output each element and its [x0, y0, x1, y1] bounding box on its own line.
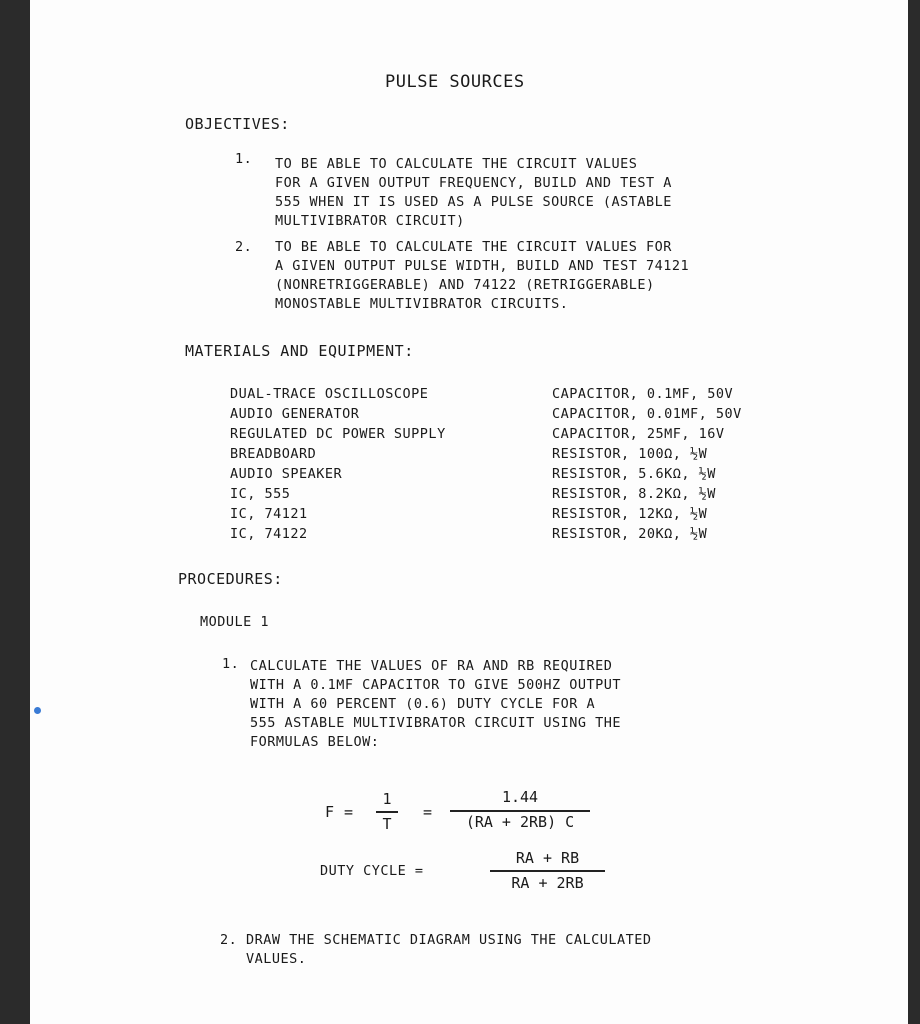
- material-item: RESISTOR, 8.2KΩ, ½W: [552, 486, 716, 502]
- fraction-bar: [450, 810, 590, 812]
- material-item: RESISTOR, 12KΩ, ½W: [552, 506, 708, 522]
- margin-dot: [34, 707, 41, 714]
- material-item: RESISTOR, 20KΩ, ½W: [552, 526, 708, 542]
- objective-1-text: TO BE ABLE TO CALCULATE THE CIRCUIT VALUES FOR A GIVEN OUTPUT FREQUENCY, BUILD AND TEST A 555 WHEN IT IS USED AS A PULSE SOURCE (ASTABLE MULTIVIBRATOR CIRCUIT): [275, 156, 672, 229]
- formula-f-num1: 1: [382, 790, 392, 808]
- step-2-number: 2.: [220, 932, 238, 948]
- formula-f-equals: =: [423, 803, 433, 821]
- material-item: AUDIO GENERATOR: [230, 406, 360, 422]
- material-item: IC, 555: [230, 486, 291, 502]
- materials-list-right: [552, 384, 742, 544]
- module-label: MODULE 1: [200, 614, 270, 630]
- material-item: RESISTOR, 5.6KΩ, ½W: [552, 466, 716, 482]
- material-item: IC, 74121: [230, 506, 308, 522]
- formula-f-lhs: F =: [325, 803, 354, 821]
- material-item: REGULATED DC POWER SUPPLY: [230, 426, 446, 442]
- objective-1-number: 1.: [235, 151, 253, 167]
- formula-duty-den: RA + 2RB: [511, 874, 584, 892]
- materials-list-left: [230, 384, 446, 544]
- formula-duty-num: RA + RB: [515, 849, 580, 867]
- material-item: CAPACITOR, 0.01ΜF, 50V: [552, 406, 742, 422]
- step-1-number: 1.: [222, 656, 240, 672]
- formula-f-den2: (RA + 2RB) C: [465, 813, 575, 831]
- material-item: CAPACITOR, 0.1ΜF, 50V: [552, 386, 734, 402]
- fraction-bar: [376, 811, 398, 813]
- formula-f-den1: T: [382, 815, 392, 833]
- step-2-text: DRAW THE SCHEMATIC DIAGRAM USING THE CALCULATED VALUES.: [246, 932, 652, 967]
- objective-2-text: TO BE ABLE TO CALCULATE THE CIRCUIT VALUES FOR A GIVEN OUTPUT PULSE WIDTH, BUILD AND TEST 74121 (NONRETRIGGERABLE) AND 74122 (RETRIGGERABLE) MONOSTABLE MULTIVIBRATOR CIRCUITS.: [275, 239, 690, 312]
- formula-f-num2: 1.44: [501, 788, 539, 806]
- procedures-heading: PROCEDURES:: [178, 570, 283, 588]
- material-item: BREADBOARD: [230, 446, 317, 462]
- objective-2-number: 2.: [235, 239, 253, 255]
- page-title: PULSE SOURCES: [385, 72, 525, 92]
- material-item: AUDIO SPEAKER: [230, 466, 343, 482]
- step-1-text: CALCULATE THE VALUES OF RA AND RB REQUIRED WITH A 0.1ΜF CAPACITOR TO GIVE 500HZ OUTPUT WITH A 60 PERCENT (0.6) DUTY CYCLE FOR A 555 ASTABLE MULTIVIBRATOR CIRCUIT USING THE FORMULAS BELOW:: [250, 658, 621, 750]
- worksheet-page: [30, 0, 908, 1024]
- materials-heading: MATERIALS AND EQUIPMENT:: [185, 342, 414, 360]
- objectives-heading: OBJECTIVES:: [185, 115, 290, 133]
- material-item: RESISTOR, 100Ω, ½W: [552, 446, 708, 462]
- material-item: CAPACITOR, 25ΜF, 16V: [552, 426, 725, 442]
- material-item: DUAL-TRACE OSCILLOSCOPE: [230, 386, 429, 402]
- material-item: IC, 74122: [230, 526, 308, 542]
- fraction-bar: [490, 870, 605, 872]
- formula-duty-lhs: DUTY CYCLE =: [320, 863, 424, 879]
